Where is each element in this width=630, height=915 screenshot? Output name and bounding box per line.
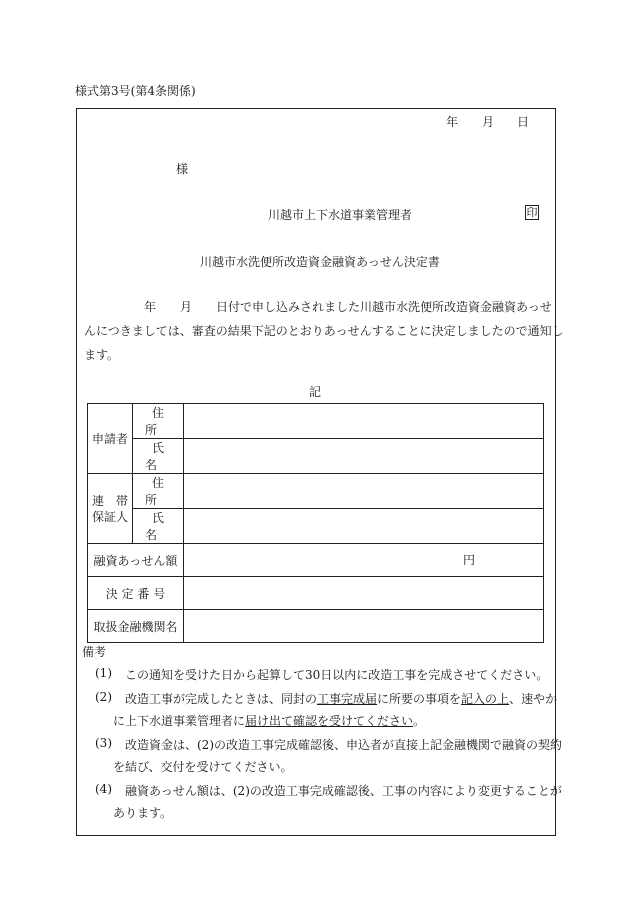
guarantor-group-label (88, 474, 133, 544)
institution-field[interactable] (184, 610, 544, 643)
institution-label: 取扱金融機関名 (88, 610, 184, 643)
loan-amount-field[interactable] (184, 544, 544, 577)
guarantor-name-field[interactable] (184, 509, 544, 544)
body-year-label: 年 (144, 300, 157, 314)
body-line-2: んにつきましては、審査の結果下記のとおりあっせんすることに決定しましたので通知し (84, 324, 564, 338)
note-4-line-2: あります。 (113, 806, 173, 820)
note-3-line-1: 改造資金は、(2)の改造工事完成確認後、申込者が直接上記金融機関で融資の契約 (125, 738, 563, 752)
body-month-label: 月 (180, 300, 193, 314)
note-2-part-a: 改造工事が完成したときは、同封の (125, 692, 318, 706)
note-2-submit-confirm: 届け出て確認を受けてください (245, 714, 414, 728)
note-2-fill-in: 記入の上 (461, 692, 510, 706)
remarks-title: 備考 (82, 645, 107, 659)
sender-title: 川越市上下水道事業管理者 (268, 208, 413, 222)
note-3-number: (3) (95, 736, 112, 750)
note-2-form-name: 工事完成届 (317, 692, 378, 706)
decision-number-label: 決 定 番 号 (88, 577, 184, 610)
seal-mark: 印 (526, 206, 538, 219)
body-line-3: ます。 (84, 348, 120, 362)
guarantor-address-label: 住所 (133, 474, 184, 509)
note-2-part-f: に上下水道事業管理者に (113, 714, 246, 728)
loan-amount-label: 融資あっせん額 (88, 544, 184, 577)
applicant-address-field[interactable] (184, 404, 544, 439)
document-title: 川越市水洗便所改造資金融資あっせん決定書 (200, 255, 440, 269)
date-month-label: 月 (482, 115, 495, 129)
addressee-suffix: 様 (176, 162, 189, 176)
loan-info-table (87, 403, 544, 643)
form-number-label: 様式第3号(第4条関係) (75, 84, 196, 98)
guarantor-address-field[interactable] (184, 474, 544, 509)
date-year-label: 年 (446, 115, 459, 129)
applicant-name-field[interactable] (184, 439, 544, 474)
applicant-name-label: 氏名 (133, 439, 184, 474)
applicant-address-label: 住所 (133, 404, 184, 439)
note-4-number: (4) (95, 782, 112, 796)
guarantor-name-label: 氏名 (133, 509, 184, 544)
note-1-number: (1) (95, 666, 112, 680)
note-2-number: (2) (95, 690, 112, 704)
date-day-label: 日 (517, 115, 530, 129)
note-3-line-2: を結び、交付を受けてください。 (113, 760, 293, 774)
guarantor-group-line-2: 保証人 (91, 509, 128, 524)
ki-heading: 記 (309, 385, 322, 399)
body-line-1 (84, 298, 552, 315)
note-2-part-h: 。 (413, 714, 426, 728)
note-4-line-1: 融資あっせん額は、(2)の改造工事完成確認後、工事の内容により変更することが (125, 784, 562, 798)
decision-number-field[interactable] (184, 577, 544, 610)
note-2-part-c: に所要の事項を (377, 692, 462, 706)
note-2-part-e: 、速やか (509, 692, 558, 706)
note-1-text: この通知を受けた日から起算して30日以内に改造工事を完成させてください。 (125, 668, 549, 682)
note-2-line-2 (113, 712, 425, 729)
note-2-line-1 (125, 690, 557, 707)
yen-unit: 円 (462, 553, 475, 567)
applicant-group-label: 申請者 (88, 404, 133, 474)
body-line-1-text: 日付で申し込みされました川越市水洗便所改造資金融資あっせ (216, 300, 552, 314)
guarantor-group-line-1: 連 帯 (91, 493, 128, 508)
